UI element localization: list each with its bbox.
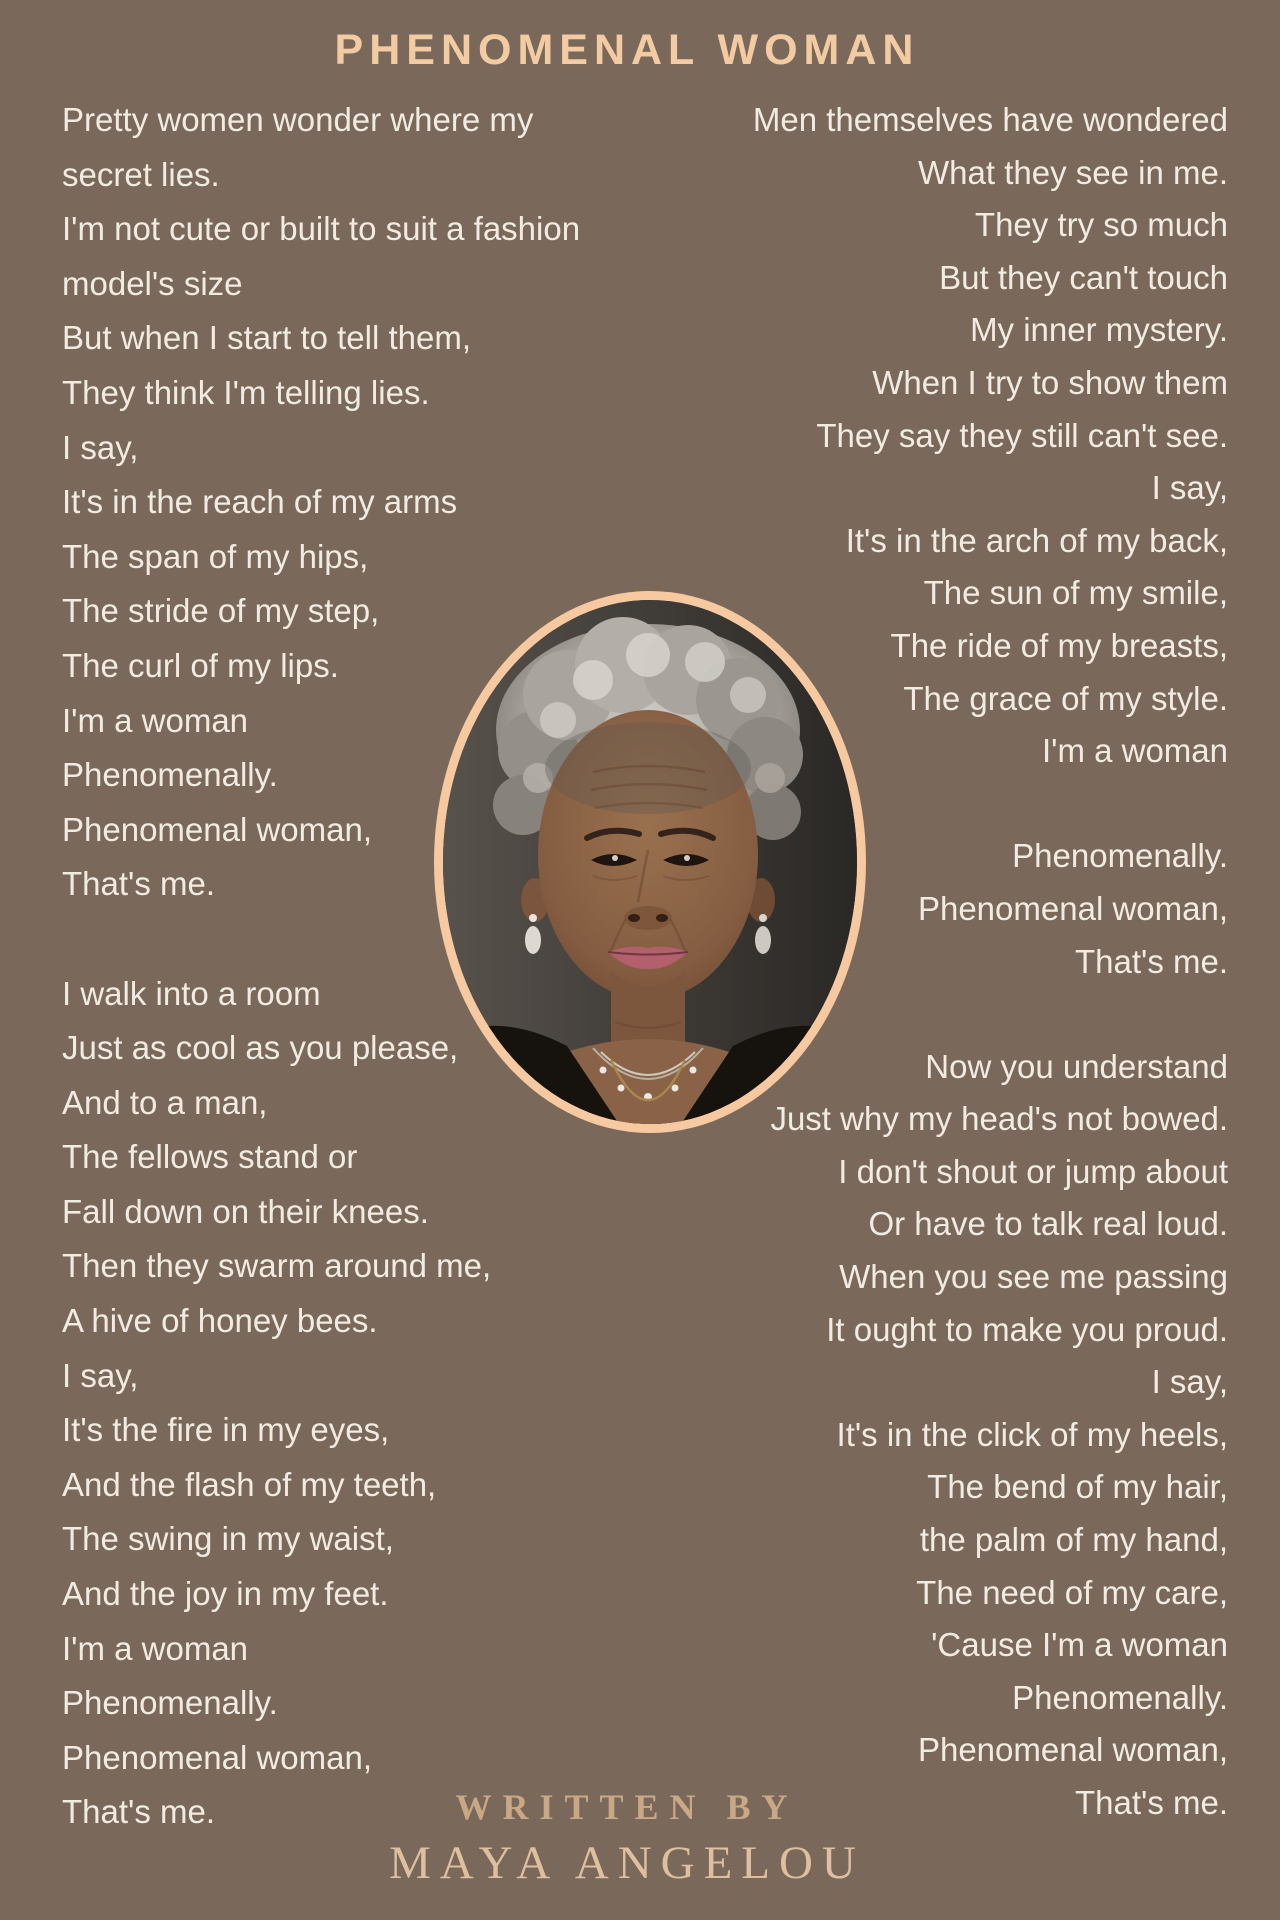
poem-line: They try so much [974, 206, 1228, 244]
poem-line: Phenomenal woman, [62, 810, 373, 848]
poem-line: Phenomenally. [1012, 837, 1228, 875]
poem-line: Pretty women wonder where my [62, 101, 534, 138]
poem-line: And the joy in my feet. [62, 1575, 389, 1613]
poem-line: They say they still can't see. [816, 416, 1228, 454]
portrait-photo [443, 600, 857, 1124]
poem-line: That's me. [62, 1793, 216, 1831]
poem-line: The span of my hips, [62, 537, 369, 575]
poem-line: Or have to talk real loud. [868, 1205, 1228, 1243]
byline [0, 1786, 1254, 1890]
poem-line: Just why my head's not bowed. [770, 1100, 1228, 1138]
poem-line: The stride of my step, [62, 592, 380, 630]
poem-line: When you see me passing [839, 1258, 1228, 1296]
poem-line: Phenomenal woman, [917, 889, 1228, 927]
byline-written-by: WRITTEN BY [455, 1787, 799, 1827]
poem-line: The fellows stand or [62, 1138, 358, 1176]
poem-line: I say, [62, 428, 139, 466]
poem-line: the palm of my hand, [919, 1521, 1228, 1559]
poem-line: The swing in my waist, [62, 1520, 394, 1558]
poem-line: Then they swarm around me, [62, 1247, 492, 1285]
portrait-vignette [443, 600, 857, 1124]
poem-line: The ride of my breasts, [890, 626, 1228, 664]
poem-title: PHENOMENAL WOMAN [334, 26, 920, 74]
poem-line: Phenomenally. [62, 756, 278, 794]
poem-line: 'Cause I'm a woman [931, 1626, 1228, 1664]
poem-line: Phenomenally. [1012, 1678, 1228, 1716]
poem-line: I say, [62, 1356, 139, 1394]
poem-line: And to a man, [62, 1083, 268, 1121]
poem-line: I'm a woman [62, 701, 249, 739]
maya-angelou-portrait [434, 591, 866, 1133]
poem-line: But when I start to tell them, [62, 319, 472, 357]
poem-line: That's me. [1074, 1784, 1228, 1821]
byline-author: MAYA ANGELOU [389, 1837, 865, 1889]
poem-line: It's in the click of my heels, [836, 1415, 1228, 1453]
poem-line: The curl of my lips. [62, 646, 339, 684]
poem-line: I say, [1151, 469, 1228, 507]
poem-line: That's me. [62, 865, 216, 903]
poem-line: I walk into a room [62, 974, 321, 1012]
poem-line: It's in the arch of my back, [845, 521, 1228, 559]
poem-line: The bend of my hair, [927, 1468, 1228, 1506]
poem-line: I'm a woman [62, 1629, 249, 1667]
poem-line: Phenomenally. [62, 1684, 278, 1722]
poem-line: Now you understand [925, 1047, 1228, 1085]
poem-line: I say, [1151, 1363, 1228, 1401]
poem-line: I'm not cute or built to suit a fashion [62, 210, 581, 248]
poem-line: And the flash of my teeth, [62, 1465, 437, 1503]
poem-line: My inner mystery. [970, 311, 1228, 349]
poem-line: When I try to show them [872, 363, 1228, 401]
poem-line: Just as cool as you please, [62, 1029, 459, 1067]
poem-line: secret lies. [62, 155, 220, 193]
poem-line: Phenomenal woman, [62, 1738, 373, 1776]
poem-line: The grace of my style. [903, 679, 1228, 717]
poem-line: They think I'm telling lies. [62, 373, 430, 411]
poem-line: Phenomenal woman, [917, 1731, 1228, 1769]
poem-line: Men themselves have wondered [752, 101, 1228, 138]
poem-line: I don't shout or jump about [838, 1152, 1228, 1190]
poem-line: What they see in me. [918, 153, 1228, 191]
poem-line: It's the fire in my eyes, [62, 1411, 390, 1449]
poem-line: A hive of honey bees. [62, 1302, 378, 1340]
poem-line: The need of my care, [916, 1573, 1228, 1611]
poem-line: I'm a woman [1041, 732, 1228, 770]
poem-line: The sun of my smile, [923, 574, 1228, 612]
poem-line: It's in the reach of my arms [62, 483, 458, 521]
poem-line: Fall down on their knees. [62, 1192, 429, 1230]
poem-line: But they can't touch [939, 258, 1228, 296]
poem-line: That's me. [1074, 942, 1228, 980]
poem-line: model's size [62, 264, 243, 302]
poem-line: It ought to make you proud. [826, 1310, 1228, 1348]
